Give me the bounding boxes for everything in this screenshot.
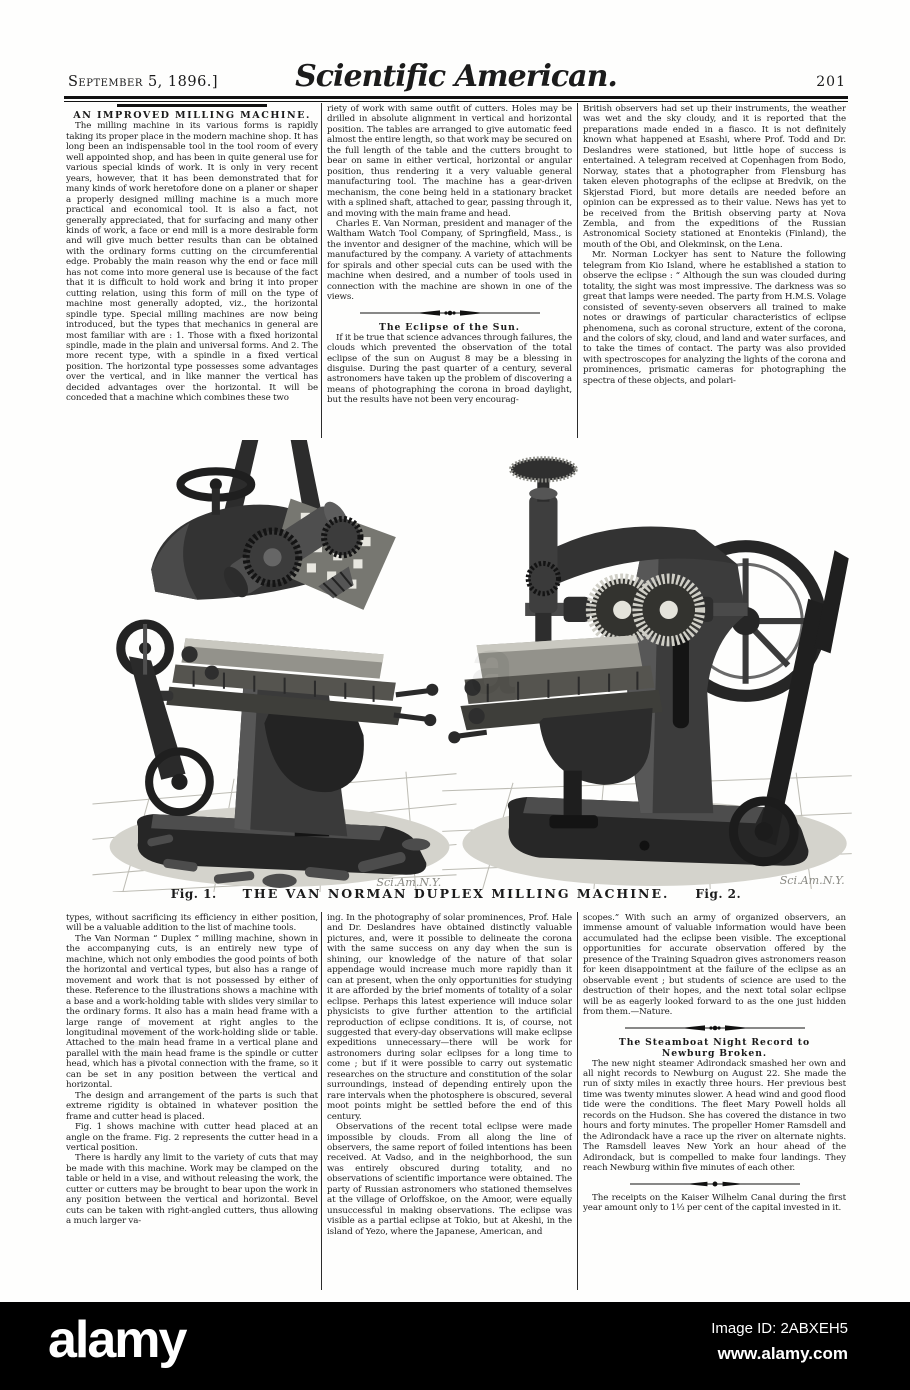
page-number: 201 <box>816 74 846 90</box>
article-divider-ornament <box>625 1023 805 1033</box>
figure-area <box>64 437 848 889</box>
paragraph: types, without sacrificing its efficiency in either position, will be a valuable addition to the list of machine tools. <box>66 913 318 934</box>
publication-title: Scientific American. <box>295 59 617 94</box>
alamy-url: www.alamy.com <box>717 1344 848 1363</box>
column-rule <box>577 103 578 438</box>
paragraph: Charles E. Van Norman, president and manager of the Waltham Watch Tool Company, of Springfield, Mass., is the inventor and designer of the machine, which will be manufactured by the company. A variety of attachments for spirals and other special cuts can be used with the machine when desired, and a number of tools used in connection with the machine are shown in one of the views. <box>327 218 572 303</box>
paragraph: riety of work with same outfit of cutters. Holes may be drilled in absolute alignment in vertical and horizontal position. The tables are arranged to give automatic feed almost the entire length, so that work may be secured on the full length of the table and the cutters brought to bear on same in either vertical, horizontal or angular position, thus rendering it a very valuable general manufacturing tool. The machine has a gear-driven mechanism, the cone being held in a stationary bracket with a splined shaft, attached to gear, passing through it, and moving with the main frame and head. <box>327 104 572 219</box>
paragraph: The milling machine in its various forms is rapidly taking its proper place in the modern machine shop. It has long been an indispensable tool in the tool room of every well appointed shop, and has been in quite general use for various special kinds of work. It is only in very recent years, however, that it has been demonstrated that for many kinds of work heretofore done on a planer or shaper a properly designed milling machine is a much more practical and economical tool. It is also a fact, not generally appreciated, that for surfacing and many other kinds of work, a face or end mill is a more desirable form and will give much better results than can be obtained with the ordinary forms cutting on the circumferential edge. Probably the main reason why the end or face mill has not come into more general use is because of the fact that it is difficult to hold work and bring it into proper cutting relation, using this form of mill on the type of machine most generally adopted, viz., the horizontal spindle type. Special milling machines are now being introduced, but the types that mechanics in general are most familiar with are : 1. Those with a fixed horizontal spindle, made in the plain and universal forms. And 2. The more recent type, with a spindle in a fixed vertical position. The horizontal type possesses some advantages over the vertical, and in like manner the vertical has decided advantages over the horizontal. It will be conceded that a machine which combines these two <box>66 121 318 404</box>
fig1-engraving <box>92 440 457 892</box>
paragraph: British observers had set up their instruments, the weather was wet and the sky cloudy, and it is reported that the preparations made ended in a fiasco. It is not definitely known what happened at Esashi, where Prof. Todd and Dr. Deslandres were stationed, but little hope of success is entertained. A telegram received at Copenhagen from Bodo, Norway, states that a photographer from Flensburg has taken eleven photographs of the eclipse at Bredvik, on the Skjerstad Fiord, but more details are needed before an opinion can be expressed as to their value. News has yet to be received from the British observing party at Nova Zembla, and from the expeditions of the Russian Astronomical Society stationed at Enontekis (Finland), the mouth of the Obi, and Olekminsk, on the Lena. <box>583 104 846 250</box>
paragraph: Fig. 1 shows machine with cutter head placed at an angle on the frame. Fig. 2 represents the cutter head in a vertical position. <box>66 1122 318 1153</box>
article-divider-ornament <box>630 1179 800 1189</box>
top-column-1 <box>66 104 318 438</box>
column-rule <box>321 103 322 438</box>
article-title-milling: AN IMPROVED MILLING MACHINE. <box>73 110 311 121</box>
article-title-steamboat: The Steamboat Night Record to Newburg Broken. <box>618 1036 811 1059</box>
paragraph: The receipts on the Kaiser Wilhelm Canal during the first year amount only to 1⅓ per cent of the capital invested in it. <box>583 1192 846 1213</box>
column-rule <box>577 912 578 1290</box>
article-title-eclipse: The Eclipse of the Sun. <box>378 321 521 333</box>
paragraph: The new night steamer Adirondack smashed her own and all night records to Newburg on August 22. She made the run of sixty miles in exactly three hours. Her previous best time was twenty minutes slower. A head wind and good flood tide were the conditions. The fleet Mary Powell holds all records on the Hudson. She has covered the distance in two hours and forty minutes. The propeller Homer Ramsdell and the Adirondack have a race up the river on alternate nights. The Ramsdell leaves New York an hour ahead of the Adirondack, but is compelled to make four landings. They reach Newburg within five minutes of each other. <box>583 1058 846 1174</box>
paragraph: The Van Norman “ Duplex ” milling machine, shown in the accompanying cuts, is an entirely new type of machine, which not only embodies the good points of both the horizontal and vertical types, but also has a range of movement and work that is not possessed by either of these. Reference to the illustrations shows a machine with a base and a work-holding table with slides very similar to the ordinary forms. It also has a main head frame with a large range of movement at right angles to the longitudinal movement of the work-holding slide or table. Attached to the main head frame in a vertical plane and parallel with the main head frame is the spindle or cutter head, which has a pivotal connection with the frame, so it can be set in any position between the vertical and horizontal. <box>66 933 318 1091</box>
image-id-text: Image ID: 2ABXEH5 <box>711 1320 848 1337</box>
article-divider-ornament <box>360 308 540 318</box>
watermark-bar <box>0 1302 910 1390</box>
alamy-logo: alamy <box>48 1311 186 1369</box>
masthead <box>64 58 848 94</box>
paragraph: scopes.” With such an army of organized observers, an immense amount of valuable information would have been accumulated had the eclipse been visible. The exceptional opportunities for accurate observation offered by the presence of the Training Squadron gives astronomers reason for keen disappointment at the failure of the eclipse as an observable event ; but students of science are used to the destruction of their hopes, and the next total solar eclipse will be as eagerly looked forward to as the one just hidden from them.—Nature. <box>583 913 846 1018</box>
bottom-column-1 <box>66 913 318 1291</box>
engraver-signature: Sci.Am.N.Y. <box>779 873 845 887</box>
top-column-3 <box>583 104 846 438</box>
issue-date: September 5, 1896.] <box>68 74 219 90</box>
paragraph: Mr. Norman Lockyer has sent to Nature the following telegram from Kio Island, where he established a station to observe the eclipse : “ Although the sun was clouded during totality, the sight was most impressive. The darkness was so great that lamps were needed. The party from H.M.S. Volage consisted of seventy-seven observers all trained to make notes or drawings of particular characteristics of eclipse phenomena, such as coronal structure, extent of the corona, and the colors of sky, cloud, and land and water surfaces, and to take the times of contact. The party was also provided with spectroscopes for analyzing the lights of the corona and prominences, prismatic cameras for photographing the spectra of these objects, and polari- <box>583 250 846 386</box>
bottom-column-2 <box>327 913 572 1291</box>
bottom-column-3 <box>583 913 846 1291</box>
paragraph: Observations of the recent total eclipse were made impossible by clouds. From all along the line of observers, the same report of foiled intentions has been received. At Vadso, and in the neighborhood, the sun was entirely obscured during totality, and no observations of scientific importance were obtained. The party of Russian astronomers who stationed themselves at the village of Orloffskoe, on the Amoor, were equally unsuccessful in making observations. The eclipse was visible as a partial eclipse at Tokio, but at Akeshi, in the island of Yezo, where the Japanese, American, and <box>327 1122 572 1237</box>
fig2-label: Fig. 2. <box>695 887 742 901</box>
column-rule <box>321 912 322 1290</box>
paragraph: ing. In the photography of solar prominences, Prof. Hale and Dr. Deslandres have obtained distinctly valuable pictures, and, were it possible to delineate the corona with the same success on any day when the sun is shining, our knowledge of the nature of that solar appendage would increase much more rapidly than it can at present, when the only opportunities for studying it are afforded by the brief moments of totality of a solar eclipse. Perhaps this latest experience will induce solar physicists to give further attention to the artificial reproduction of eclipse conditions. It is, of course, not suggested that every-day observations will make eclipse expeditions unnecessary—there will be work for astronomers during solar eclipses for a long time to come ; but if it were possible to carry out systematic researches on the structure and constitution of the solar surroundings, instead of depending entirely upon the rare intervals when the photosphere is obscured, several moot points might be settled before the end of this century. <box>327 913 572 1122</box>
fig2-engraving <box>442 437 852 889</box>
top-column-2 <box>327 104 572 438</box>
article-title-rule <box>117 104 267 107</box>
figure-caption <box>64 886 848 901</box>
header-rule <box>64 96 848 102</box>
paragraph: The design and arrangement of the parts is such that extreme rigidity is obtained in whatever position the frame and cutter head is placed. <box>66 1090 318 1122</box>
paragraph: There is hardly any limit to the variety of cuts that may be made with this machine. Work may be clamped on the table or held in a vise, and without releasing the work, the cutter or cutters may be brought to bear upon the work in any position between the vertical and horizontal. Bevel cuts can be taken with right-angled cutters, thus allowing a much larger va- <box>66 1153 318 1227</box>
figure-title: THE VAN NORMAN DUPLEX MILLING MACHINE. <box>242 886 670 901</box>
engraver-signature: Sci.Am.N.Y. <box>376 875 442 889</box>
fig1-label: Fig. 1. <box>170 887 217 901</box>
paragraph: If it be true that science advances through failures, the clouds which prevented the observation of the total eclipse of the sun on August 8 may be a blessing in disguise. During the past quarter of a century, several astronomers have taken up the problem of discovering a means of photographing the corona in broad daylight, but the results have not been very encourag- <box>327 332 572 406</box>
